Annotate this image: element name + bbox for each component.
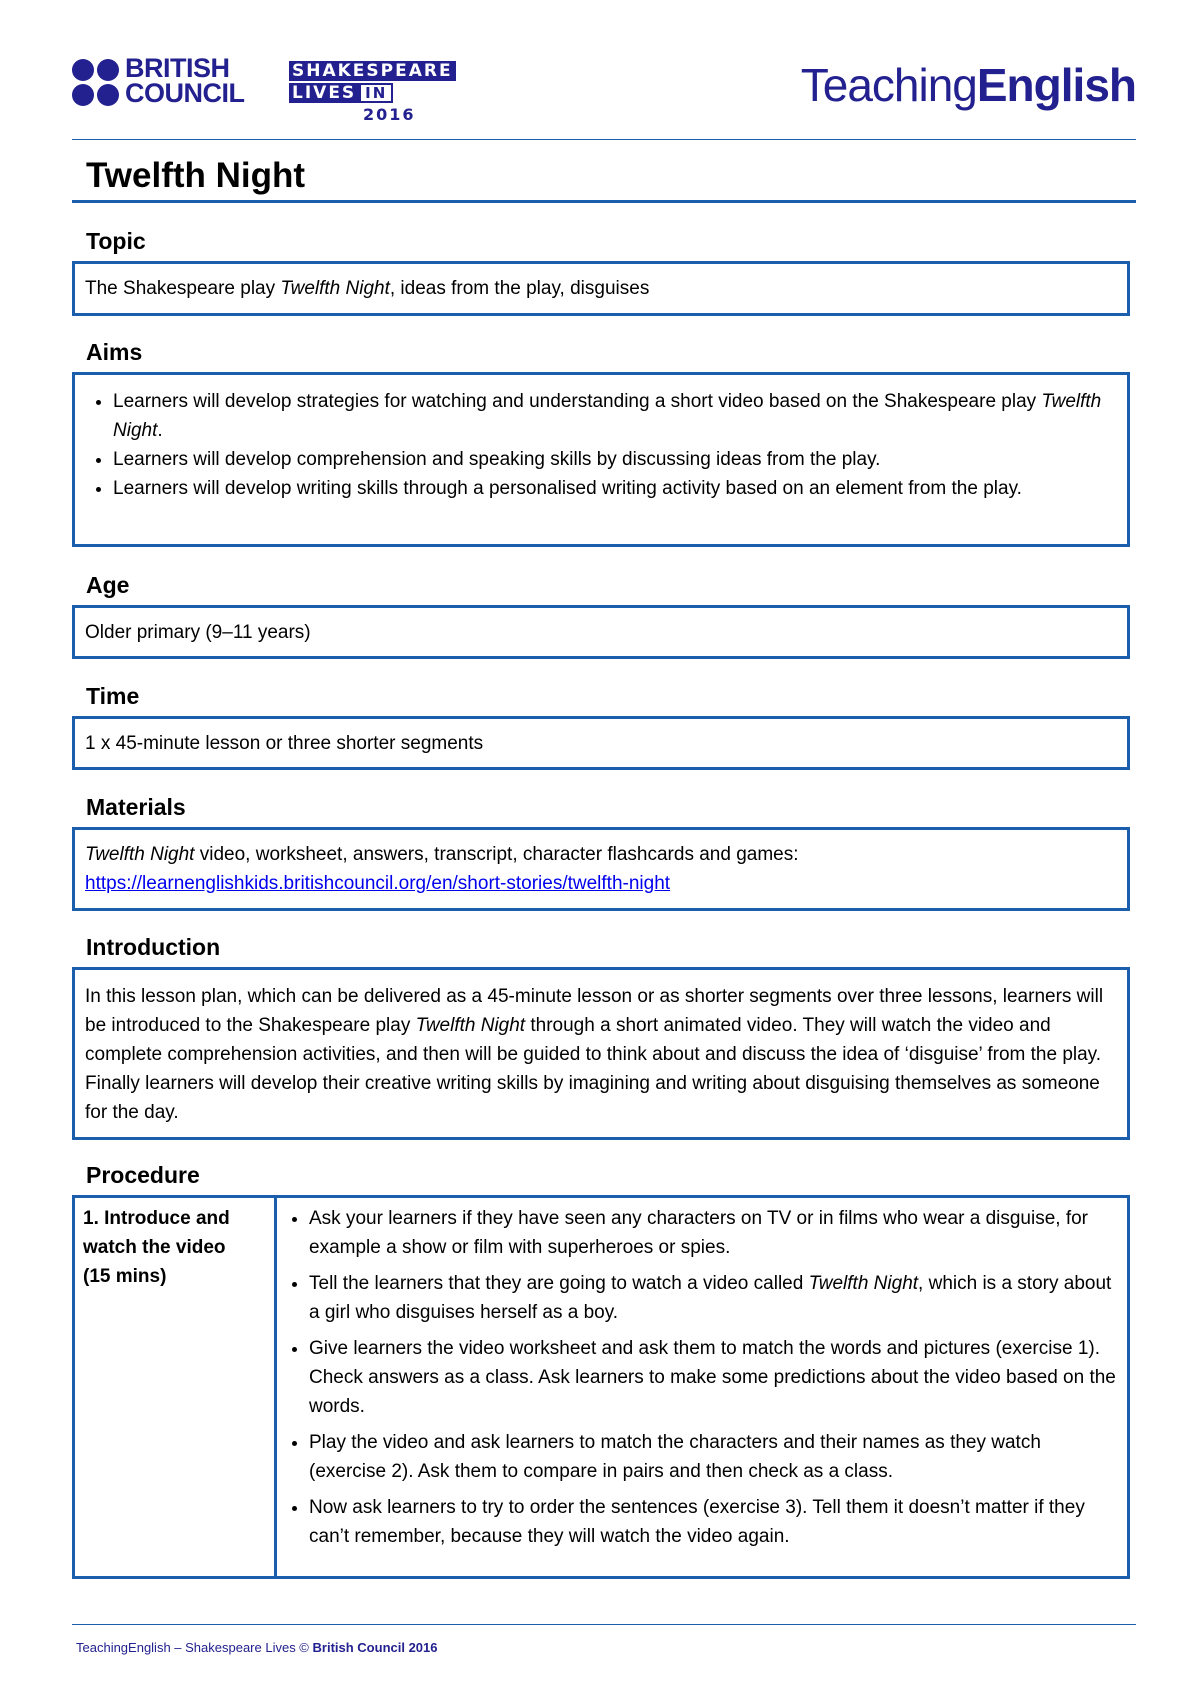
time-heading: Time — [86, 683, 140, 709]
materials-text: Twelfth Night video, worksheet, answers, transcript, character flashcards and games: — [85, 844, 799, 865]
english-text: English — [976, 59, 1136, 111]
teaching-text: Teaching — [800, 59, 977, 111]
procedure-step-line3: (15 mins) — [83, 1266, 167, 1287]
aims-box — [72, 372, 1130, 547]
procedure-item: • Tell the learners that they are going to watch a video called Twelfth Night, which is a story about a girl who disguises herself as a boy. — [309, 1269, 1117, 1327]
teaching-english-logo — [801, 58, 1136, 112]
procedure-list — [287, 1204, 1117, 1551]
aims-heading: Aims — [86, 339, 143, 365]
in-label: IN — [359, 83, 393, 103]
title-rule — [72, 200, 1136, 203]
topic-text: The Shakespeare play Twelfth Night, ideas from the play, disguises — [85, 278, 650, 299]
introduction-heading: Introduction — [86, 934, 221, 960]
british-council-logo — [72, 53, 245, 108]
header-rule — [72, 139, 1136, 140]
footer-right: British Council 2016 — [312, 1640, 438, 1655]
lives-label: LIVES — [289, 83, 359, 103]
procedure-table — [72, 1195, 1130, 1579]
introduction-box — [72, 967, 1130, 1140]
procedure-heading: Procedure — [86, 1162, 200, 1188]
age-heading: Age — [86, 572, 130, 598]
materials-link[interactable]: https://learnenglishkids.britishcouncil.org/en/short-stories/twelfth-night — [85, 873, 671, 894]
procedure-step-line2: watch the video — [83, 1237, 226, 1258]
procedure-item: • Ask your learners if they have seen any characters on TV or in films who wear a disguise, for example a show or film with superheroes or spies. — [309, 1204, 1117, 1262]
aims-item: • Learners will develop strategies for watching and understanding a short video based on the Shakespeare play Twelfth Night. — [113, 387, 1127, 445]
british-council-dots-icon — [72, 59, 119, 106]
age-text: Older primary (9–11 years) — [85, 622, 311, 643]
shakespeare-label: SHAKESPEARE — [289, 61, 456, 81]
age-box — [72, 605, 1130, 659]
time-text: 1 x 45-minute lesson or three shorter segments — [85, 733, 484, 754]
topic-box — [72, 261, 1130, 316]
procedure-step-cell — [75, 1198, 277, 1576]
time-box — [72, 716, 1130, 770]
procedure-item: • Play the video and ask learners to match the characters and their names as they watch (exercise 2). Ask them to compare in pairs and then check as a class. — [309, 1428, 1117, 1486]
aims-item: • Learners will develop comprehension and speaking skills by discussing ideas from the play. — [113, 445, 1127, 474]
page-header — [72, 52, 1136, 142]
introduction-text: In this lesson plan, which can be delivered as a 45-minute lesson or as shorter segments over three lessons, learners will be introduced to the Shakespeare play Twelfth Night through a short animated video. They will watch the video and complete comprehension activities, and then will be guided to think about and discuss the idea of ‘disguise’ from the play. Finally learners will develop their creative writing skills by imagining and writing about disguising themselves as someone for the day. — [85, 986, 1104, 1123]
procedure-detail-cell — [277, 1198, 1127, 1576]
procedure-step-line1: 1. Introduce and — [83, 1208, 230, 1229]
year-label: 2016 — [363, 105, 416, 124]
page-title: Twelfth Night — [86, 156, 306, 195]
materials-heading: Materials — [86, 794, 186, 820]
footer-left: TeachingEnglish – Shakespeare Lives © — [76, 1640, 313, 1655]
materials-box — [72, 827, 1130, 911]
british-council-line1: BRITISH — [125, 53, 230, 83]
footer-rule — [72, 1624, 1136, 1625]
page-footer — [76, 1640, 438, 1655]
procedure-item: • Give learners the video worksheet and ask them to match the words and pictures (exercise 1). Check answers as a class. Ask learners to make some predictions about the video based on the words. — [309, 1334, 1117, 1421]
aims-item: • Learners will develop writing skills through a personalised writing activity based on an element from the play. — [113, 474, 1127, 503]
british-council-line2: COUNCIL — [125, 78, 245, 108]
topic-heading: Topic — [86, 228, 146, 254]
aims-list — [85, 387, 1127, 503]
shakespeare-lives-logo — [289, 61, 456, 124]
procedure-item: • Now ask learners to try to order the sentences (exercise 3). Tell them it doesn’t matter if they can’t remember, because they will watch the video again. — [309, 1493, 1117, 1551]
